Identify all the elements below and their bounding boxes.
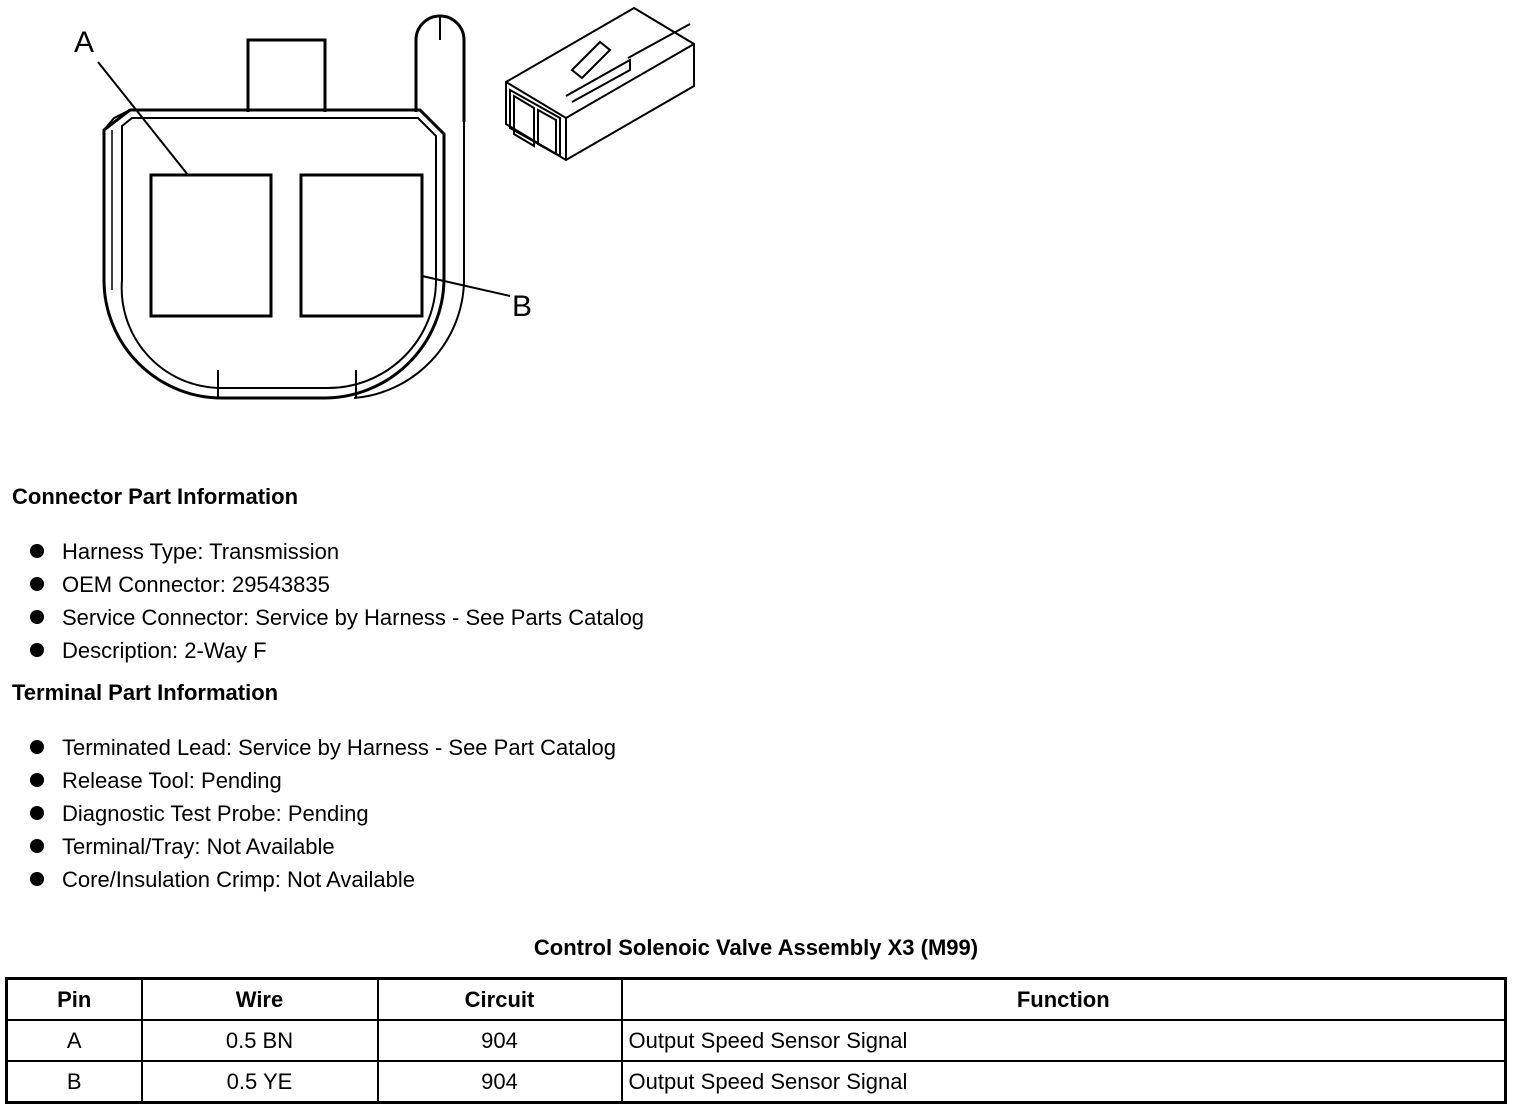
callout-label-a: A xyxy=(74,26,95,59)
cell-circuit: 904 xyxy=(378,1020,622,1061)
bullet-icon xyxy=(30,643,44,657)
connector-latch-tab xyxy=(248,40,325,112)
table-row xyxy=(7,1061,1506,1103)
cell-wire: 0.5 YE xyxy=(142,1061,378,1103)
header-circuit: Circuit xyxy=(378,979,622,1021)
bullet-icon xyxy=(30,839,44,853)
connector-isometric-illustration xyxy=(506,8,694,160)
connector-info-list xyxy=(26,535,644,667)
bullet-icon xyxy=(30,773,44,787)
table-title: Control Solenoic Valve Assembly X3 (M99) xyxy=(533,935,979,960)
connector-part-information-heading: Connector Part Information xyxy=(12,484,299,509)
bullet-icon xyxy=(30,544,44,558)
bullet-icon xyxy=(30,740,44,754)
cell-pin: B xyxy=(7,1061,142,1103)
list-item-text: Service Connector: Service by Harness - See Parts Catalog xyxy=(62,605,645,630)
list-item-text: Harness Type: Transmission xyxy=(62,539,340,564)
list-item xyxy=(26,830,616,863)
table-row xyxy=(7,1020,1506,1061)
list-item-text: Terminal/Tray: Not Available xyxy=(62,834,335,859)
list-item xyxy=(26,731,616,764)
callout-label-b: B xyxy=(512,290,533,323)
terminal-cavity-b xyxy=(301,175,422,316)
list-item xyxy=(26,535,644,568)
list-item-text: OEM Connector: 29543835 xyxy=(62,572,330,597)
cell-function: Output Speed Sensor Signal xyxy=(622,1061,1506,1103)
header-pin: Pin xyxy=(7,979,142,1021)
list-item xyxy=(26,764,616,797)
bullet-icon xyxy=(30,610,44,624)
list-item xyxy=(26,863,616,896)
cell-function: Output Speed Sensor Signal xyxy=(622,1020,1506,1061)
cell-circuit: 904 xyxy=(378,1061,622,1103)
terminal-part-information-heading: Terminal Part Information xyxy=(12,680,279,705)
list-item-text: Release Tool: Pending xyxy=(62,768,282,793)
connector-diagram xyxy=(0,0,720,420)
list-item-text: Core/Insulation Crimp: Not Available xyxy=(62,867,415,892)
cell-wire: 0.5 BN xyxy=(142,1020,378,1061)
connector-lock-post xyxy=(416,16,464,122)
bullet-icon xyxy=(30,872,44,886)
connector-body xyxy=(104,110,464,398)
terminal-info-list xyxy=(26,731,616,896)
header-function: Function xyxy=(622,979,1506,1021)
header-wire: Wire xyxy=(142,979,378,1021)
list-item-text: Terminated Lead: Service by Harness - See Part Catalog xyxy=(62,735,616,760)
list-item xyxy=(26,601,644,634)
bullet-icon xyxy=(30,577,44,591)
list-item xyxy=(26,634,644,667)
list-item xyxy=(26,568,644,601)
list-item-text: Description: 2-Way F xyxy=(62,638,267,663)
bullet-icon xyxy=(30,806,44,820)
pinout-table xyxy=(5,977,1507,1104)
list-item xyxy=(26,797,616,830)
cell-pin: A xyxy=(7,1020,142,1061)
table-header-row xyxy=(7,979,1506,1021)
terminal-cavity-a xyxy=(151,175,271,316)
list-item-text: Diagnostic Test Probe: Pending xyxy=(62,801,369,826)
